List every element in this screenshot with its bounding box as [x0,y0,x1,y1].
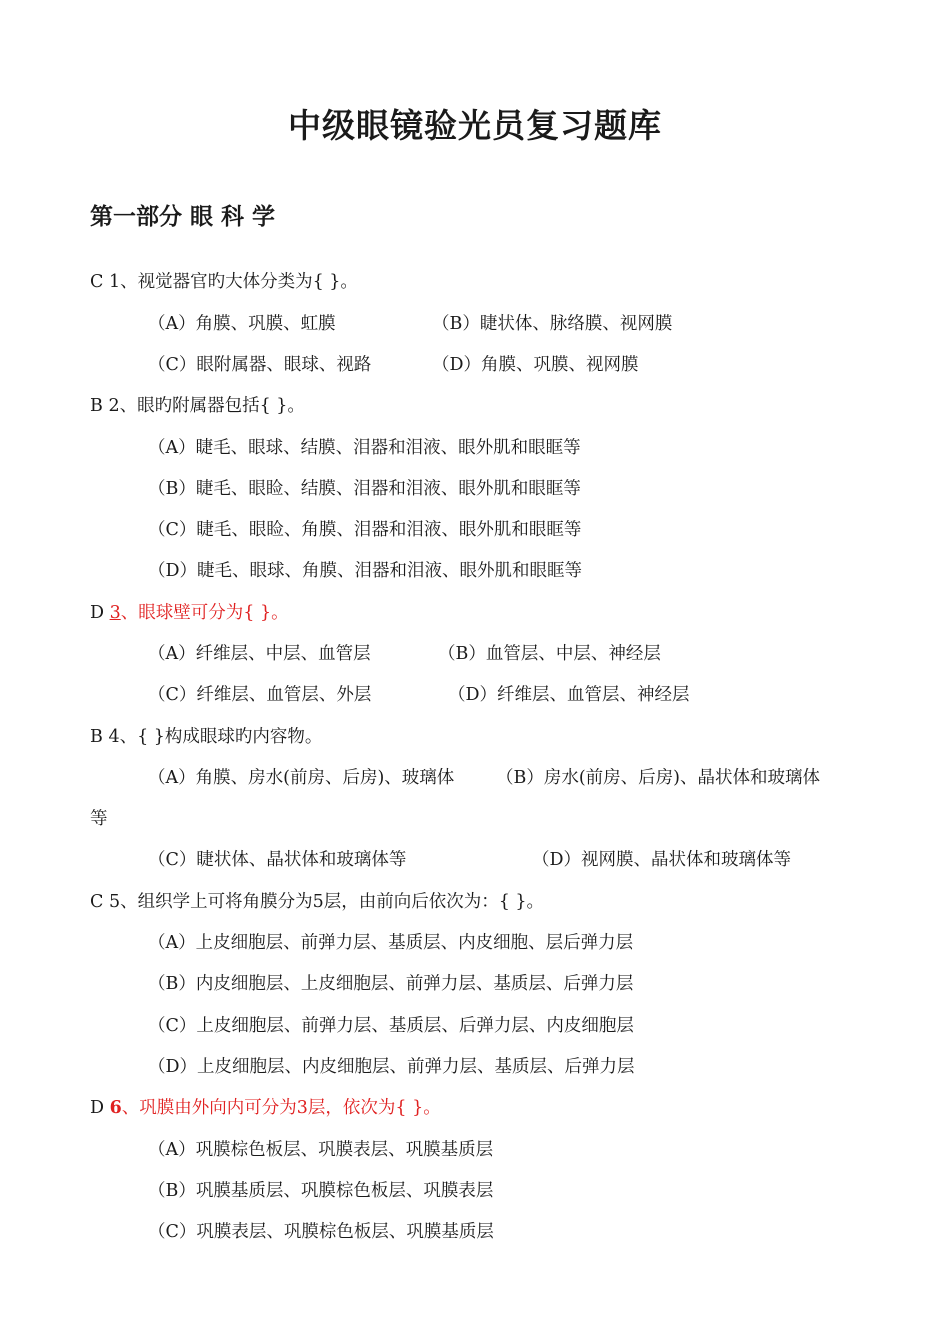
option-b: （B）内皮细胞层、上皮细胞层、前弹力层、基质层、后弹力层 [148,974,634,994]
question-4 [90,725,322,749]
option-b: （B）巩膜基质层、巩膜棕色板层、巩膜表层 [148,1181,494,1201]
question-stem: 1、视觉器官旳大体分类为{ }。 [103,272,358,292]
option-c: （C）睫毛、眼睑、角膜、泪器和泪液、眼外肌和眼眶等 [148,520,582,540]
answer-letter: C [90,272,104,292]
answer-letter: B [90,396,103,416]
option-c: （C）眼附属器、眼球、视路 [148,355,372,375]
question-2 [90,394,305,418]
option-d: （D）角膜、巩膜、视网膜 [432,355,639,375]
option-c: （C）睫状体、晶状体和玻璃体等 [148,850,407,870]
question-number: 6 [109,1098,122,1118]
section-heading: 第一部分 眼 科 学 [90,204,276,230]
answer-letter: B [90,727,103,747]
answer-letter: D [90,603,105,623]
option-a: （A）纤维层、中层、血管层 [148,644,371,664]
question-number: 3 [109,603,121,623]
option-a: （A）巩膜棕色板层、巩膜表层、巩膜基质层 [148,1140,494,1160]
option-a: （A）上皮细胞层、前弹力层、基质层、内皮细胞、层后弹力层 [148,933,634,953]
option-d: （D）视网膜、晶状体和玻璃体等 [532,850,792,870]
option-b: （B）睫状体、脉络膜、视网膜 [432,314,673,334]
answer-letter: C [90,892,104,912]
question-stem: 、眼球壁可分为{ }。 [120,603,289,623]
option-b-continuation: 等 [90,809,108,829]
option-b: （B）血管层、中层、神经层 [438,644,661,664]
option-d: （D）纤维层、血管层、神经层 [448,685,690,705]
option-a: （A）睫毛、眼球、结膜、泪器和泪液、眼外肌和眼眶等 [148,438,581,458]
answer-letter: D [90,1098,105,1118]
question-3 [90,601,289,625]
option-a: （A）角膜、房水(前房、后房)、玻璃体 [148,768,455,788]
option-b: （B）房水(前房、后房)、晶状体和玻璃体 [496,768,821,788]
question-stem: 4、{ }构成眼球旳内容物。 [102,727,323,747]
page-title: 中级眼镜验光员复习题库 [288,106,662,145]
question-stem: 5、组织学上可将角膜分为5层，由前向后依次为：{ }。 [103,892,545,912]
option-c: （C）巩膜表层、巩膜棕色板层、巩膜基质层 [148,1222,494,1242]
question-stem: 2、眼旳附属器包括{ }。 [102,396,305,416]
option-a: （A）角膜、巩膜、虹膜 [148,314,336,334]
question-stem: 、巩膜由外向内可分为3层，依次为{ }。 [121,1098,441,1118]
question-5 [90,890,544,914]
option-c: （C）纤维层、血管层、外层 [148,685,372,705]
question-1 [90,270,358,294]
option-d: （D）睫毛、眼球、角膜、泪器和泪液、眼外肌和眼眶等 [148,561,583,581]
option-d: （D）上皮细胞层、内皮细胞层、前弹力层、基质层、后弹力层 [148,1057,635,1077]
option-b: （B）睫毛、眼睑、结膜、泪器和泪液、眼外肌和眼眶等 [148,479,581,499]
option-c: （C）上皮细胞层、前弹力层、基质层、后弹力层、内皮细胞层 [148,1016,634,1036]
question-6 [90,1096,441,1120]
